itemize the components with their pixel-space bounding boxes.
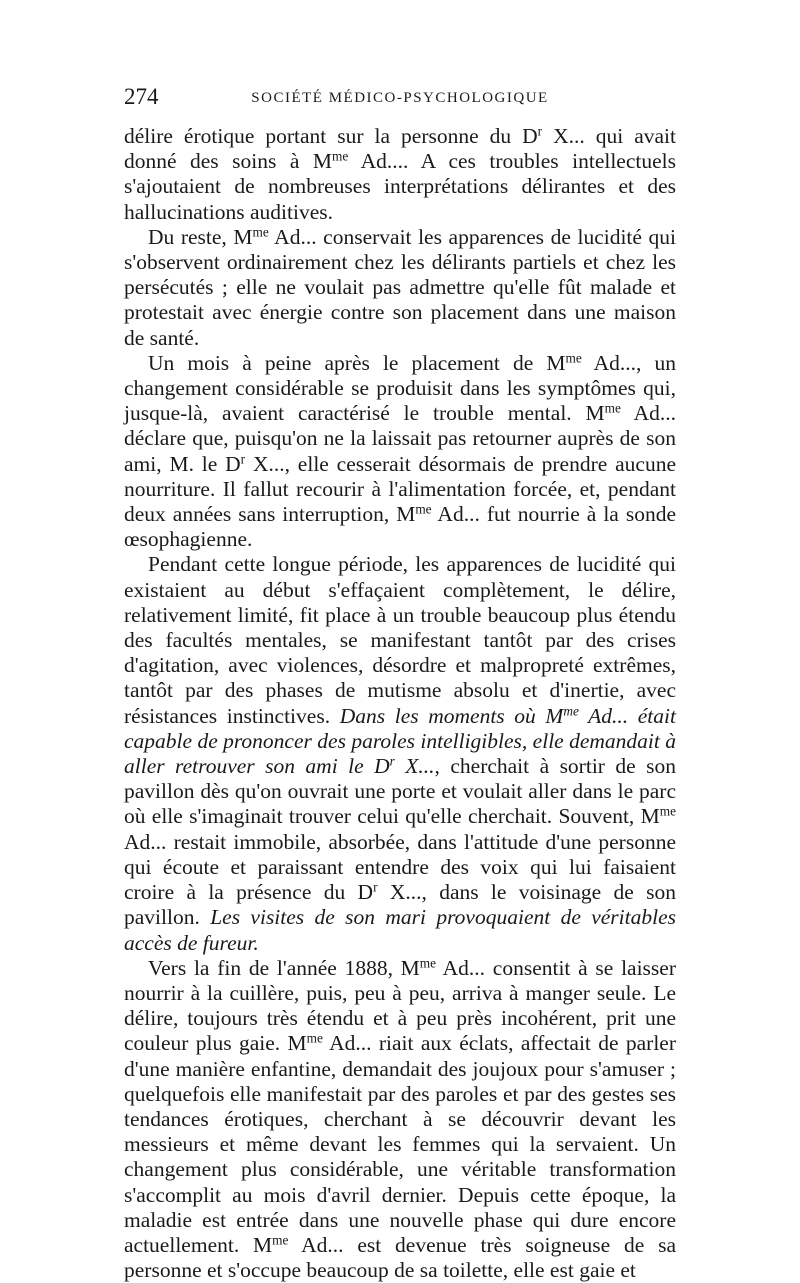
italic-text: Les visites de son mari provoquaient de véritables accès de fureur. — [124, 905, 677, 955]
page-header — [124, 84, 676, 114]
text-run: Du reste, M — [148, 224, 253, 249]
paragraph — [124, 124, 676, 225]
text-run: Ad... déclare que, puisqu'on ne la laissait pas retourner auprès de son ami, M. le D — [124, 401, 676, 476]
text-run: X... qui avait donné des soins à M — [124, 124, 676, 174]
superscript: r — [240, 451, 246, 467]
text-run: Ad... consentit à se laisser nourrir à la cuillère, puis, peu à peu, arriva à manger seule. Le délire, toujours très étendu et à peu près incohérent, prit une couleur plus gaie. M — [124, 955, 676, 1056]
body-text — [124, 124, 676, 1283]
superscript: r — [373, 879, 378, 895]
superscript: me — [272, 1232, 289, 1248]
text-run: X..., elle cesserait désormais de prendre aucune nourriture. Il fallut recourir à l'alimentation forcée, et, pendant deux années sans interruption, M — [124, 451, 676, 527]
superscript: me — [252, 224, 269, 240]
text-run: , cherchait à sortir de son pavillon dès qu'on ouvrait une porte et voulait aller dans le parc où elle s'imaginait trouver celui qu'elle cherchait. Souvent, M — [124, 754, 677, 829]
superscript: me — [565, 350, 582, 366]
italic-text: X... — [394, 754, 435, 779]
italic-text: Ad... était capable de prononcer des paroles intelligibles, elle demandait à aller retrouver son ami le D — [124, 703, 676, 779]
superscript: me — [419, 955, 437, 971]
text-run: Ad... fut nourrie à la sonde œsophagienne. — [124, 502, 677, 552]
text-run: X..., dans le voisinage de son pavillon. — [124, 880, 676, 930]
text-run: Ad... riait aux éclats, affectait de parler d'une manière enfantine, demandait des joujoux pour s'amuser ; quelquefois elle manifestait par des paroles et par des gestes ses tendances érotiques, cherchant à se découvrir devant les messieurs et même devant les femmes qui la servaient. Un changement plus considérable, une véritable transformation s'accomplit au mois d'avril dernier. Depuis cette époque, la maladie est entrée dans une nouvelle phase qui dure encore actuellement. M — [124, 1031, 676, 1257]
running-title: SOCIÉTÉ MÉDICO-PSYCHOLOGIQUE — [251, 90, 549, 106]
text-run: Vers la fin de l'année 1888, M — [148, 955, 420, 980]
superscript: r — [537, 123, 543, 139]
superscript: me — [604, 400, 621, 416]
superscript: me — [563, 703, 579, 719]
page-number: 274 — [124, 84, 159, 109]
text-run: Ad.... A ces troubles intellectuels s'ajoutaient de nombreuses interprétations délirantes et des hallucinations auditives. — [124, 149, 677, 224]
superscript: me — [306, 1030, 323, 1046]
text-run: Pendant cette longue période, les apparences de lucidité qui existaient au début s'effaçaient complètement, le délire, relativement limité, fit place à un trouble beaucoup plus étendu des facultés mentales, se manifestant tantôt par des crises d'agitation, avec violences, désordre et malpropreté extrêmes, tantôt par des phases de mutisme absolu et d'inertie, avec résistances instinctives. — [124, 552, 676, 728]
italic-text: Dans les moments où M — [339, 703, 564, 728]
text-run: Ad... conservait les apparences de lucidité qui s'observent ordinairement chez les délirants partiels et chez les persécutés ; elle ne voulait pas admettre qu'elle fût malade et protestait avec énergie contre son placement dans une maison de santé. — [124, 224, 676, 350]
superscript: r — [389, 753, 395, 769]
superscript: me — [659, 804, 676, 820]
text-run: délire érotique portant sur la personne du D — [124, 124, 538, 148]
paragraph — [124, 956, 676, 1283]
text-run: Un mois à peine après le placement de M — [148, 350, 566, 375]
text-run: Ad... est devenue très soigneuse de sa personne et s'occupe beaucoup de sa toilette, elle est gaie et — [124, 1232, 677, 1283]
superscript: me — [415, 501, 432, 517]
superscript: me — [331, 148, 349, 164]
text-run: Ad... restait immobile, absorbée, dans l'attitude d'une personne qui écoute et paraissant entendre des voix qui lui faisaient croire à la présence du D — [124, 829, 676, 905]
paragraph — [124, 225, 676, 351]
paragraph — [124, 552, 676, 955]
paragraph — [124, 351, 676, 553]
text-run: Ad..., un changement considérable se produisit dans les symptômes qui, jusque-là, avaient caractérisé le trouble mental. M — [124, 350, 676, 426]
